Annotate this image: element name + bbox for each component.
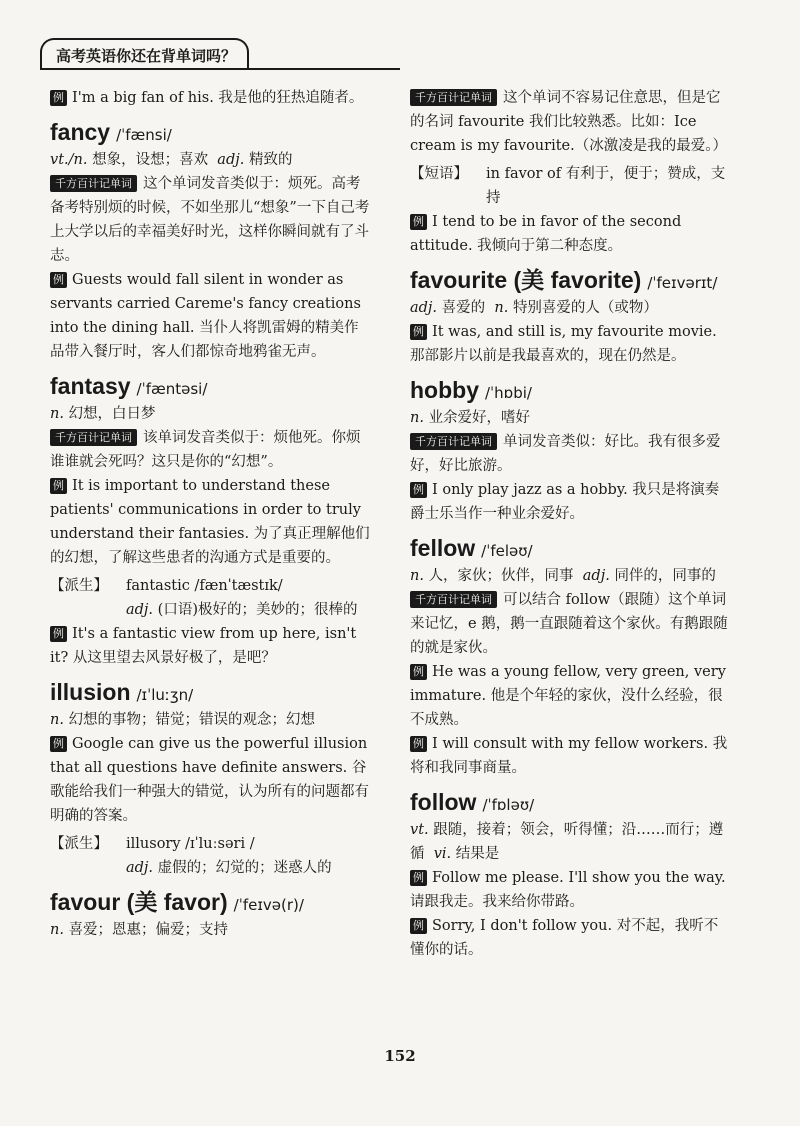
headword-row xyxy=(50,676,370,708)
phonetic: /ˈfɒləʊ/ xyxy=(482,796,535,814)
headword: illusion xyxy=(50,679,131,705)
headword-row xyxy=(410,532,730,564)
example: 例 Guests would fall silent in wonder as servants carried Careme's fancy creations into the dining hall. 当仆人将凯雷姆的精美作品带入餐厅时，客人们都惊奇地鸦雀无声。 xyxy=(50,272,361,360)
example-tag: 例 xyxy=(50,478,67,494)
memory-tip: 千方百计记单词 可以结合 follow（跟随）这个单词来记忆，e 鹅，鹅一直跟随着这个家伙。有鹅跟随的就是家伙。 xyxy=(410,592,728,656)
example-tag: 例 xyxy=(410,736,427,752)
page-number: 152 xyxy=(384,1047,416,1065)
memory-tip: 千方百计记单词 单词发音类似：好比。我有很多爱好，好比旅游。 xyxy=(410,434,721,474)
entry-favourite xyxy=(410,264,730,368)
phonetic: /ˈfænsi/ xyxy=(116,126,172,144)
example-tag: 例 xyxy=(50,736,67,752)
headword: favourite (美 favorite) xyxy=(410,267,642,293)
example-tag: 例 xyxy=(410,214,427,230)
headword: fellow xyxy=(410,535,476,561)
phrase: 【短语】 in favor of 有利于，便于；赞成，支持 xyxy=(410,162,730,210)
phonetic: /ˈfæntəsi/ xyxy=(136,380,208,398)
derivative-label: 【派生】 xyxy=(50,836,108,852)
headword-row xyxy=(50,116,370,148)
headword: hobby xyxy=(410,377,479,403)
example-tag: 例 xyxy=(410,870,427,886)
example: 例 I tend to be in favor of the second attitude. 我倾向于第二种态度。 xyxy=(410,214,682,254)
page-header xyxy=(40,38,400,70)
phonetic: /ˈfeɪvərɪt/ xyxy=(647,274,718,292)
example: 例 Google can give us the powerful illusion that all questions have definite answers. 谷歌能给我们一种强大的错觉，认为所有的问题都有明确的答案。 xyxy=(50,736,369,824)
example-tag: 例 xyxy=(50,90,67,106)
memory-tag: 千方百计记单词 xyxy=(410,591,497,608)
memory-tip: 千方百计记单词 这个单词发音类似于：烦死。高考备考特别烦的时候，不如坐那儿“想象”一下自己考上大学以后的幸福美好时光，这样你瞬间就有了斗志。 xyxy=(50,176,370,264)
headword-row xyxy=(410,264,730,296)
left-column xyxy=(50,86,370,942)
definition: vt./n. 想象，设想；喜欢 adj. 精致的 xyxy=(50,152,293,168)
example-tag: 例 xyxy=(410,918,427,934)
definition: vt. 跟随，接着；领会，听得懂；沿……而行；遵循 vi. 结果是 xyxy=(410,822,724,862)
definition: n. 人，家伙；伙伴，同事 adj. 同伴的，同事的 xyxy=(410,568,716,584)
derivative: 【派生】 illusory /ɪˈluːsəri / adj. 虚假的；幻觉的；迷惑人的 xyxy=(50,832,370,880)
phonetic: /ˈfeɪvə(r)/ xyxy=(233,896,304,914)
headword-row xyxy=(410,786,730,818)
memory-tag: 千方百计记单词 xyxy=(50,429,137,446)
entry-hobby xyxy=(410,374,730,526)
memory-tag: 千方百计记单词 xyxy=(410,433,497,450)
derivative-label: 【派生】 xyxy=(50,578,108,594)
headword: follow xyxy=(410,789,477,815)
definition: n. 业余爱好，嗜好 xyxy=(410,410,531,426)
header-title: 高考英语你还在背单词吗？ xyxy=(56,47,237,65)
header-rule xyxy=(40,68,400,70)
headword: favour (美 favor) xyxy=(50,889,228,915)
derivative: 【派生】 fantastic /fænˈtæstɪk/ adj. (口语)极好的；美妙的；很棒的 xyxy=(50,574,370,622)
headword-row xyxy=(50,886,370,918)
entry-follow xyxy=(410,786,730,962)
example: 例 It is important to understand these patients' communications in order to truly understand their fantasies. 为了真正理解他们的幻想，了解这些患者的沟通方式是重要的。 xyxy=(50,478,370,566)
example: 例 Sorry, I don't follow you. 对不起，我听不懂你的话。 xyxy=(410,918,719,958)
example: 例 I will consult with my fellow workers. 我将和我同事商量。 xyxy=(410,736,728,776)
example-tag: 例 xyxy=(410,482,427,498)
memory-tag: 千方百计记单词 xyxy=(410,89,497,106)
entry-illusion xyxy=(50,676,370,880)
entry-favour xyxy=(50,886,370,942)
example-tag: 例 xyxy=(50,626,67,642)
right-column xyxy=(410,86,730,962)
example: 例 Follow me please. I'll show you the way. 请跟我走。我来给你带路。 xyxy=(410,870,726,910)
headword: fancy xyxy=(50,119,111,145)
example: 例 He was a young fellow, very green, very immature. 他是个年轻的家伙，没什么经验，很不成熟。 xyxy=(410,664,726,728)
definition: n. 喜爱；恩惠；偏爱；支持 xyxy=(50,922,229,938)
phonetic: /ˈfeləʊ/ xyxy=(481,542,533,560)
headword-row xyxy=(50,370,370,402)
memory-tag: 千方百计记单词 xyxy=(50,175,137,192)
definition: n. 幻想，白日梦 xyxy=(50,406,156,422)
headword: fantasy xyxy=(50,373,131,399)
example: 例 I'm a big fan of his. 我是他的狂热追随者。 xyxy=(50,86,370,110)
entry-fellow xyxy=(410,532,730,780)
entry-fantasy xyxy=(50,370,370,670)
example: 例 It was, and still is, my favourite movie. 那部影片以前是我最喜欢的，现在仍然是。 xyxy=(410,324,717,364)
phonetic: /ˈhɒbi/ xyxy=(485,384,532,402)
definition: n. 幻想的事物；错觉；错误的观念；幻想 xyxy=(50,712,316,728)
example-tag: 例 xyxy=(410,324,427,340)
headword-row xyxy=(410,374,730,406)
definition: adj. 喜爱的 n. 特别喜爱的人（或物） xyxy=(410,300,658,316)
example-tag: 例 xyxy=(50,272,67,288)
phonetic: /ɪˈluːʒn/ xyxy=(136,686,194,704)
example: 例 I only play jazz as a hobby. 我只是将演奏爵士乐当作一种业余爱好。 xyxy=(410,482,720,522)
example: 例 It's a fantastic view from up here, isn't it? 从这里望去风景好极了，是吧？ xyxy=(50,626,357,666)
entry-fancy xyxy=(50,116,370,364)
memory-tip: 千方百计记单词 这个单词不容易记住意思，但是它的名词 favourite 我们比较熟悉。比如：Ice cream is my favourite.（冰激凌是我的最爱。） xyxy=(410,90,727,154)
example-tag: 例 xyxy=(410,664,427,680)
memory-tip: 千方百计记单词 该单词发音类似于：烦他死。你烦谁谁就会死吗？这只是你的“幻想”。 xyxy=(50,430,361,470)
phrase-label: 【短语】 xyxy=(410,166,468,182)
